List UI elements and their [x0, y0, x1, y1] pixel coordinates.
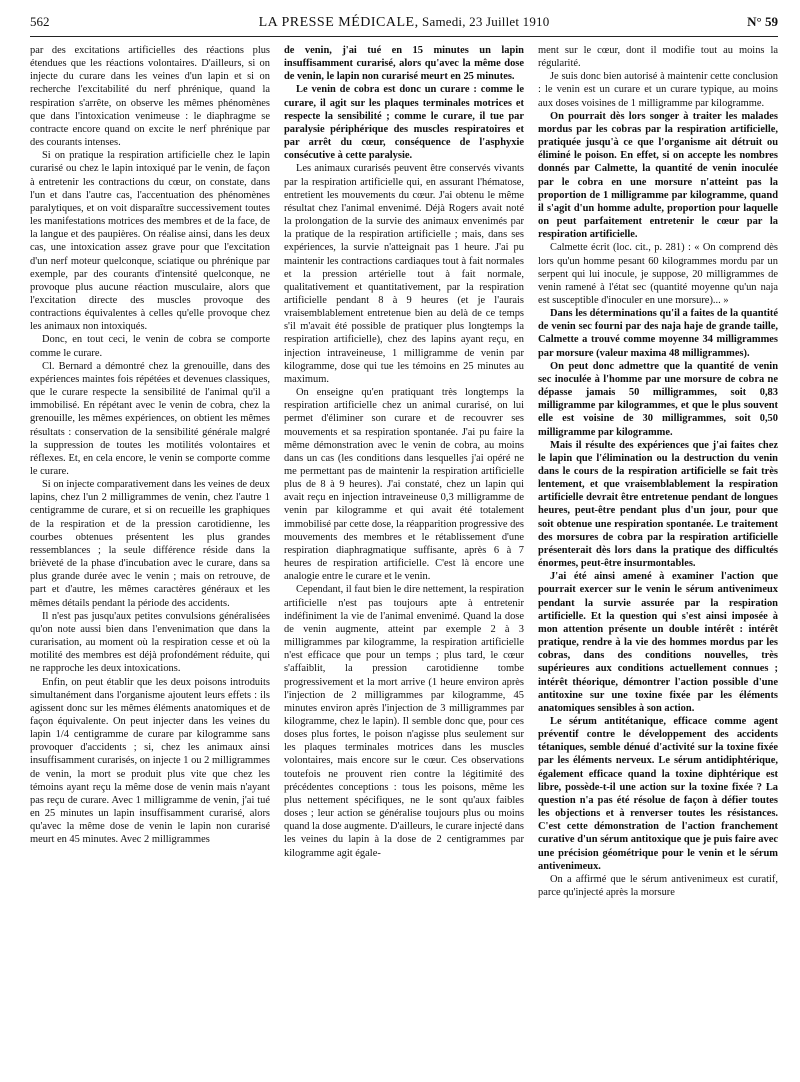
paragraph: Calmette écrit (loc. cit., p. 281) : « On comprend dès lors qu'un homme pesant 60 kilogrammes mordu par un serpent qui lui inocule, je suppose, 20 milligrammes de venin ramené à l'état sec (quantité moyenne qu'un naja est susceptible d'inoculer en une morsure)... »: [538, 242, 778, 306]
paragraph: Le venin de cobra est donc un curare : comme le curare, il agit sur les plaques terminales motrices et respecte la sensibilité ; comme le curare, il tue par paralysie périphérique des muscles respiratoires et par arrêt du cœur, conséquence de l'asphyxie consécutive à cette paralysie.: [284, 84, 524, 162]
column-1: [30, 44, 270, 1074]
paragraph: Les animaux curarisés peuvent être conservés vivants par la respiration artificielle qui, en assurant l'hématose, entretient les mouvements du cœur. J'ai obtenu le même résultat chez l'animal envenimé. Déjà Rogers avait noté la prolongation de la survie des animaux envenimés par la pratique de la respiration artificielle ; mais, dans ses expériences, la survie n'atteignait pas 1 heure. J'ai pu maintenir les contractions cardiaques tout à fait normales et la pression artérielle tout à fait normale, qualitativement et quantitativement, par la respiration artificielle pendant 8 à 9 heures (et je l'aurais vraisemblablement entretenue bien au delà de ce temps s'il m'avait été possible de pratiquer plus longtemps la respiration artificielle), chez des lapins ayant reçu, en injection intraveineuse, 1 milligramme de venin par kilogramme, dose qui tue les témoins en 25 minutes au maximum.: [284, 163, 524, 385]
article-body: [30, 44, 778, 1074]
issue-date: Samedi, 23 Juillet 1910: [422, 14, 550, 29]
issue-number: N° 59: [747, 14, 778, 29]
paragraph: Donc, en tout ceci, le venin de cobra se comporte comme le curare.: [30, 334, 270, 359]
paragraph: On a affirmé que le sérum antivenimeux est curatif, parce qu'injecté après la morsure: [538, 873, 778, 898]
running-title: [30, 14, 778, 31]
page-header: [30, 12, 778, 34]
paragraph: Dans les déterminations qu'il a faites de la quantité de venin sec fourni par des naja haje de grande taille, Calmette a trouvé comme moyenne 34 milligrammes par morsure (valeur maxima 48 milligrammes).: [538, 308, 778, 359]
paragraph: Mais il résulte des expériences que j'ai faites chez le lapin que l'élimination ou la destruction du venin dans le cours de la respiration artificielle se fait très lentement, et que vraisemblablement la respiration artificielle devrait être entretenue pendant de longues heures, peut-être pendant plus d'un jour, pour que soit obtenue une respiration spontanée. Le traitement des morsures de cobra par la respiration artificielle présenterait dès lors dans la pratique des difficultés énormes, peut-être insurmontables.: [538, 439, 778, 570]
header-rule: [30, 36, 778, 37]
paragraph: Je suis donc bien autorisé à maintenir cette conclusion : le venin est un curare et un curare typique, au moins aux doses voisines de 1 milligramme par kilogramme.: [538, 71, 778, 109]
paragraph: par des excitations artificielles des réactions plus étendues que les réactions volontaires. D'ailleurs, si on injecte du curare dans les veines d'un lapin et si on recherche l'excitabilité du nerf phrénique, quand la respiration s'arrête, on observe les mêmes phénomènes que dans l'intoxication venimeuse : le diaphragme se contracte encore quand on excite le nerf phrénique par des courants intenses.: [30, 45, 270, 149]
paragraph: Si on pratique la respiration artificielle chez le lapin curarisé ou chez le lapin intoxiqué par le venin, de façon à entretenir les contractions du cœur, on constate, dans l'un et dans l'autre cas, l'accentuation des phénomènes paralytiques, et on voit disparaître successivement toutes les manifestations motrices des membres et de la face, de la langue et des paupières. On réalise ainsi, dans les deux cas, une intoxication assez grave pour que l'excitation d'un nerf moteur quelconque, sciatique ou phrénique par exemple, par des courants d'intensité quelconque, ne provoque plus aucune réaction musculaire, alors que l'excitation directe des muscles provoque des contractions équivalentes à celles qu'elle provoque chez les animaux non intoxiqués.: [30, 150, 270, 333]
paragraph: On pourrait dès lors songer à traiter les malades mordus par les cobras par la respiration artificielle, pratiquée jusqu'à ce que l'organisme ait détruit ou éliminé le poison. En effet, si on accepte les nombres donnés par Calmette, la quantité de venin inoculée par le cobra en une morsure n'atteint pas la proportion de 1 milligramme par kilogramme, quand il s'agit d'un homme adulte, proportion pour laquelle on peut parfaitement entretenir le cœur par la respiration artificielle.: [538, 110, 778, 241]
paragraph: J'ai été ainsi amené à examiner l'action que pourrait exercer sur le venin le sérum antivenimeux pendant la survie assurée par la respiration artificielle. Et la question qui s'est ainsi imposée à mon attention présente un double intérêt : intérêt pratique, rendre à la vie des hommes mordus par les cobras, dans des conditions nouvelles, très supérieures aux conditions actuellement connues ; intérêt théorique, démontrer l'action possible d'une antitoxine sur une toxine fixée par les éléments anatomiques sensibles à son action.: [538, 571, 778, 714]
column-3: [538, 44, 778, 1074]
paragraph: On enseigne qu'en pratiquant très longtemps la respiration artificielle chez un animal curarisé, on lui permet d'éliminer son curare et de recouvrer ses mouvements et sa respiration spontanée. J'ai pu faire la même démonstration avec le venin de cobra, au moins dans un cas (les conditions dans lesquelles j'ai opéré ne me permettant pas de maintenir la respiration artificielle plus de 8 à 9 heures). J'ai constaté, chez un lapin qui avait reçu en injection intraveineuse 0,3 milligramme de venin par kilogramme et qui avait été totalement immobilisé par cette dose, la réapparition progressive des mouvements des membres et le rétablissement d'une respiration diaphragmatique suffisante, après 6 à 7 heures de respiration artificielle. C'est là encore une analogie entre le curare et le venin.: [284, 387, 524, 583]
paragraph: ment sur le cœur, dont il modifie tout au moins la régularité.: [538, 45, 778, 70]
paragraph: Il n'est pas jusqu'aux petites convulsions généralisées qu'on note aussi bien dans l'envenimation que dans la curarisation, au moment où la respiration cesse et où la motilité des membres est déjà profondément réduite, qui ne rapproche les deux intoxications.: [30, 610, 270, 675]
paragraph: Cependant, il faut bien le dire nettement, la respiration artificielle n'est pas toujours apte à entretenir indéfiniment la vie de l'animal envenimé. Quand la dose de venin augmente, atteint par exemple 2 à 3 milligrammes par kilogramme, la respiration artificielle n'est efficace que pour un temps ; plus tard, le cœur s'affaiblit, la pression carotidienne tombe progressivement et la mort arrive (1 heure environ après l'injection de 2 milligrammes par kilogramme, 45 minutes environ après l'injection de 3 milligrammes par kilogramme, chez le lapin). Il semble donc que, pour ces doses plus fortes, le poison n'agisse plus seulement sur les plaques terminales motrices dans les muscles volontaires, mais encore sur le cœur. Ces observations toutefois ne prouvent rien contre la légitimité des précédentes conceptions : tous les poisons, même les plus nettement spécifiques, ne le sont qu'aux faibles doses ; leur action se généralise toujours plus ou moins quand la dose augmente. D'ailleurs, le curare injecté dans les veines du lapin à la dose de 2 centigrammes par kilogramme agit égale-: [284, 584, 524, 859]
publication-name: LA PRESSE MÉDICALE,: [258, 15, 419, 30]
paragraph: Cl. Bernard a démontré chez la grenouille, dans des expériences maintes fois répétées et devenues classiques, que le curare respecte la sensibilité de l'animal qu'il a immobilisé. En répétant avec le venin de cobra, chez la grenouille, les mêmes expériences, on obtient les mêmes résultats : conservation de la sensibilité générale malgré la suppression de toutes les motilités volontaires et réflexes. Et, en cela encore, le venin se comporte comme le curare.: [30, 360, 270, 477]
column-2: [284, 44, 524, 1074]
paragraph: On peut donc admettre que la quantité de venin sec inoculée à l'homme par une morsure de cobra ne dépasse jamais 50 milligrammes, soit 0,83 milligramme par kilogrammes, et que le plus souvent elle est voisine de 30 milligrammes, soit 0,50 milligramme par kilogramme.: [538, 360, 778, 438]
paragraph: Si on injecte comparativement dans les veines de deux lapins, chez l'un 2 milligrammes de venin, chez l'autre 1 centigramme de curare, et si on recueille les graphiques de la respiration et de la pression carotidienne, les courbes obtenues présentent les plus grandes ressemblances ; la seule différence réside dans la brièveté de la phase d'incubation avec le curare, dans sa plus grande durée avec le venin ; mais on retrouve, de part et d'autre, les mêmes caractères généraux et les mêmes détails pendant la période des accidents.: [30, 479, 270, 609]
paragraph: de venin, j'ai tué en 15 minutes un lapin insuffisamment curarisé, alors qu'avec la même dose de venin, le lapin non curarisé meurt en 25 minutes.: [284, 45, 524, 83]
paragraph: Enfin, on peut établir que les deux poisons introduits simultanément dans l'organisme ajoutent leurs effets : ils agissent donc sur les mêmes éléments anatomiques et de façon équivalente. On peut injecter dans les veines du lapin 1/4 centigramme de curare par kilogramme sans provoquer d'accidents ; si, chez les animaux ainsi insuffisamment curarisés, on injecte 1 ou 2 milligrammes de venin, la mort se produit plus vite que chez les témoins ayant reçu la même dose de venin mais n'ayant pas reçu de curare. Avec 1 milligramme de venin, j'ai tué en 25 minutes un lapin insuffisamment curarisé, alors qu'avec la même dose de venin le lapin non curarisé meurt en 45 minutes. Avec 2 milligrammes: [30, 676, 270, 846]
page-number: 562: [30, 14, 50, 29]
paragraph: Le sérum antitétanique, efficace comme agent préventif contre le développement des accidents tétaniques, semble dénué d'activité sur la toxine fixée par les éléments nerveux. Le sérum antidiphtérique, également efficace quand la toxine diphtérique est libre, possède-t-il une action sur la toxine fixée ? La question n'a pas été résolue de façon à défier toutes les objections et à renverser toutes les résistances. C'est cette démonstration de l'action franchement curative d'un sérum antitoxique que je puis faire avec une précision géométrique pour le venin et le sérum antivenimeux.: [538, 715, 778, 872]
